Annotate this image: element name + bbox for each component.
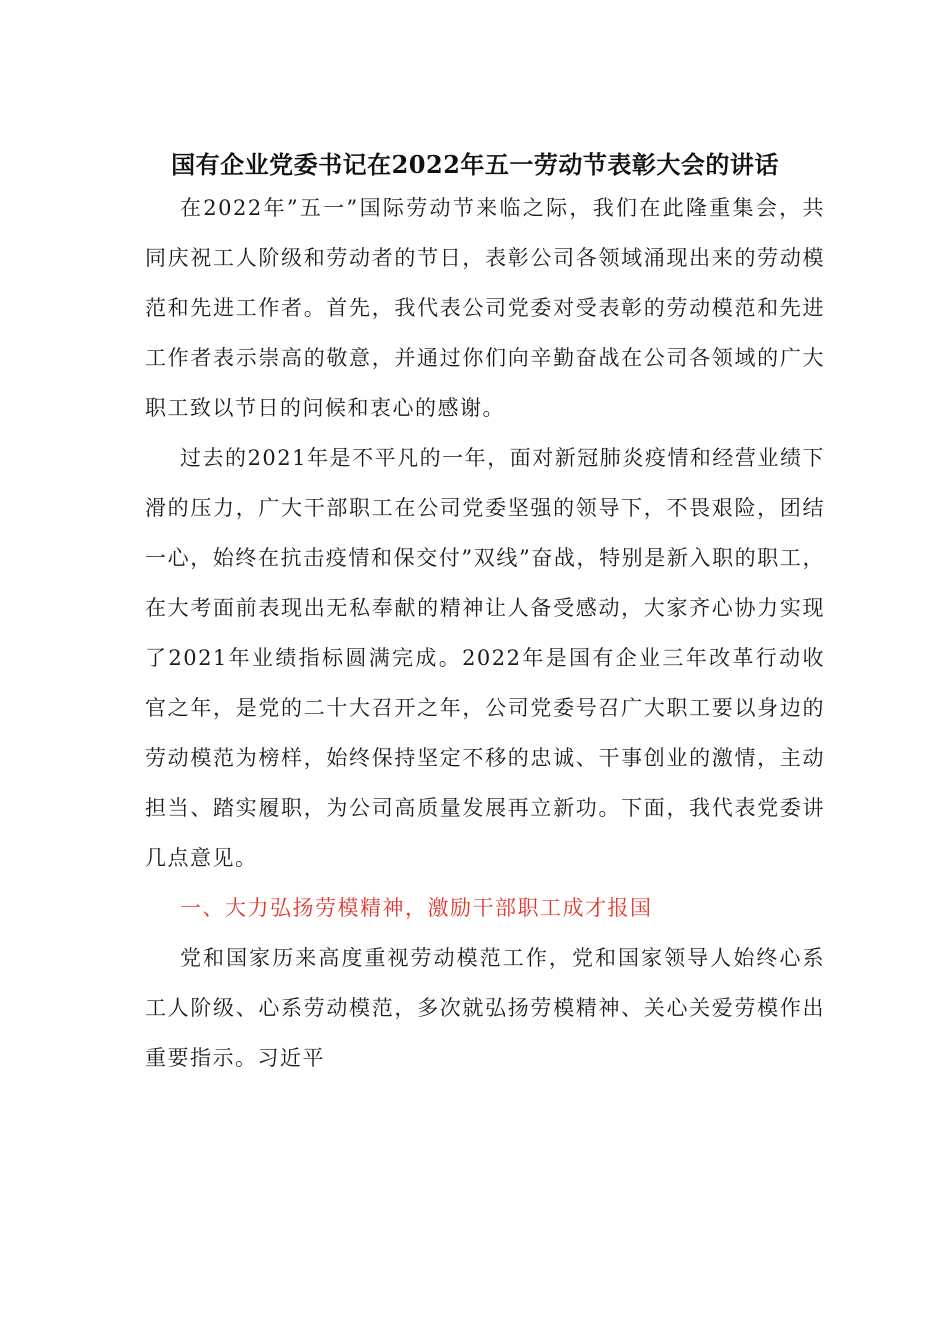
paragraph-intro: 在2022年”五一”国际劳动节来临之际，我们在此隆重集会，共同庆祝工人阶级和劳动者的节日，表彰公司各领域涌现出来的劳动模范和先进工作者。首先，我代表公司党委对受表彰的劳动模范和先进工作者表示崇高的敬意，并通过你们向辛勤奋战在公司各领域的广大职工致以节日的问候和衷心的感谢。	[145, 196, 825, 420]
section-heading: 一、大力弘扬劳模精神，激励干部职工成才报国	[180, 896, 653, 920]
document-title: 国有企业党委书记在2022年五一劳动节表彰大会的讲话	[171, 150, 779, 179]
paragraph-review: 过去的2021年是不平凡的一年，面对新冠肺炎疫情和经营业绩下滑的压力，广大干部职工在公司党委坚强的领导下，不畏艰险，团结一心，始终在抗击疫情和保交付”双线”奋战，特别是新入职的职工，在大考面前表现出无私奉献的精神让人备受感动，大家齐心协力实现了2021年业绩指标圆满完成。2022年是国有企业三年改革行动收官之年，是党的二十大召开之年，公司党委号召广大职工要以身边的劳动模范为榜样，始终保持坚定不移的忠诚、干事创业的激情，主动担当、踏实履职，为公司高质量发展再立新功。下面，我代表党委讲几点意见。	[145, 446, 825, 870]
paragraph-section-one: 党和国家历来高度重视劳动模范工作，党和国家领导人始终心系工人阶级、心系劳动模范，多次就弘扬劳模精神、关心关爱劳模作出重要指示。习近平	[145, 946, 825, 1070]
document-body	[145, 183, 825, 1083]
